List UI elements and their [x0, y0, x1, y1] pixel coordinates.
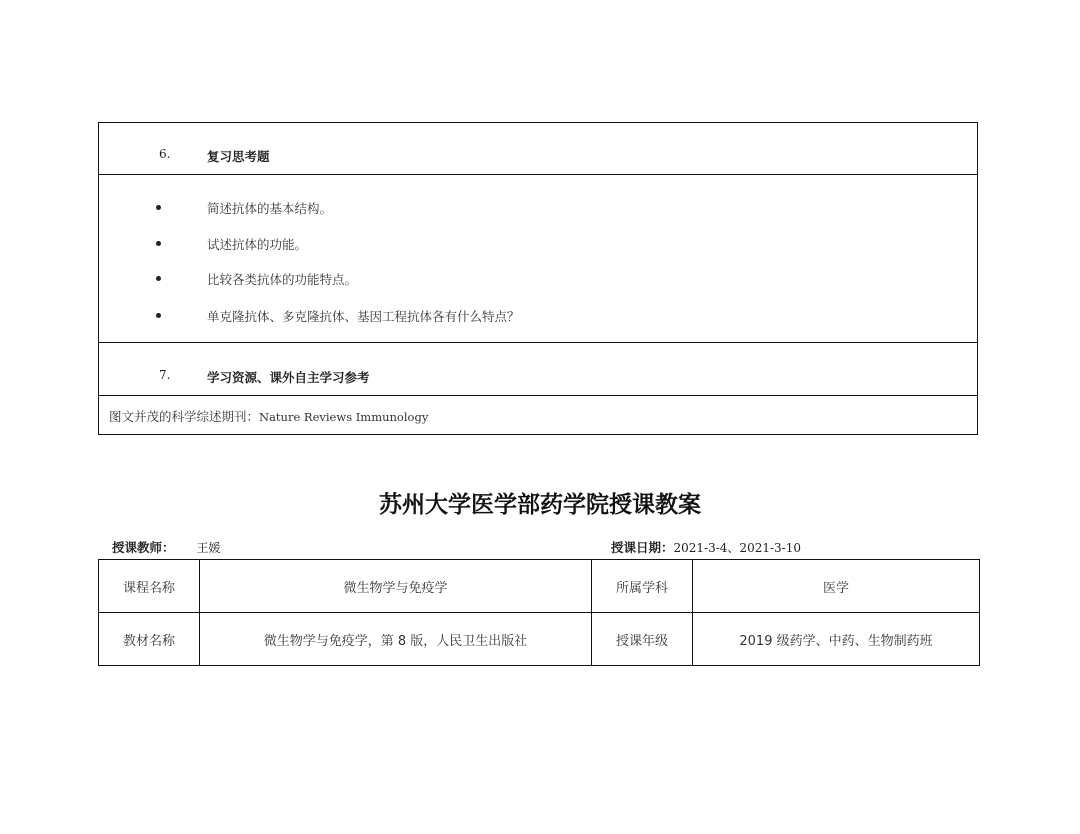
bullet-icon	[156, 276, 161, 281]
journal-name: Nature Reviews Immunology	[259, 410, 429, 424]
list-item	[99, 310, 977, 330]
section-6-header	[99, 123, 977, 175]
teacher-label: 授课教师：	[112, 540, 175, 555]
textbook-value: 微生物学与免疫学，第 8 版，人民卫生出版社	[200, 613, 592, 666]
review-questions-list	[99, 175, 977, 343]
course-name-value: 微生物学与免疫学	[200, 560, 592, 613]
table-row	[99, 613, 980, 666]
question-text: 试述抗体的功能。	[207, 237, 308, 252]
section-6-title: 复习思考题	[207, 149, 270, 164]
resource-label: 图文并茂的科学综述期刊：	[109, 409, 260, 424]
subject-value: 医学	[693, 560, 980, 613]
document-title: 苏州大学医学部药学院授课教案	[379, 491, 701, 518]
list-item	[99, 238, 977, 258]
bullet-icon	[156, 205, 161, 210]
subject-label: 所属学科	[592, 560, 693, 613]
date-info	[611, 538, 801, 556]
bullet-icon	[156, 241, 161, 246]
resource-text	[109, 407, 428, 425]
list-item	[99, 202, 977, 222]
section-7-number: 7.	[159, 368, 171, 382]
grade-value: 2019 级药学、中药、生物制药班	[693, 613, 980, 666]
teacher-info	[112, 538, 221, 556]
table-row	[99, 560, 980, 613]
date-label: 授课日期：	[611, 540, 674, 555]
bullet-icon	[156, 313, 161, 318]
course-name-label: 课程名称	[99, 560, 200, 613]
course-info-table	[98, 559, 980, 666]
textbook-label: 教材名称	[99, 613, 200, 666]
date-value: 2021-3-4、2021-3-10	[673, 541, 801, 555]
teacher-name: 王媛	[196, 541, 221, 555]
section-7-title: 学习资源、课外自主学习参考	[207, 370, 370, 385]
section-6-number: 6.	[159, 147, 171, 161]
resource-row	[99, 396, 977, 434]
question-text: 比较各类抗体的功能特点。	[207, 272, 358, 287]
section-7-header	[99, 343, 977, 396]
question-text: 单克隆抗体、多克隆抗体、基因工程抗体各有什么特点？	[207, 309, 520, 324]
list-item	[99, 273, 977, 293]
lesson-plan-continuation-box	[98, 122, 978, 435]
question-text: 简述抗体的基本结构。	[207, 201, 333, 216]
grade-label: 授课年级	[592, 613, 693, 666]
